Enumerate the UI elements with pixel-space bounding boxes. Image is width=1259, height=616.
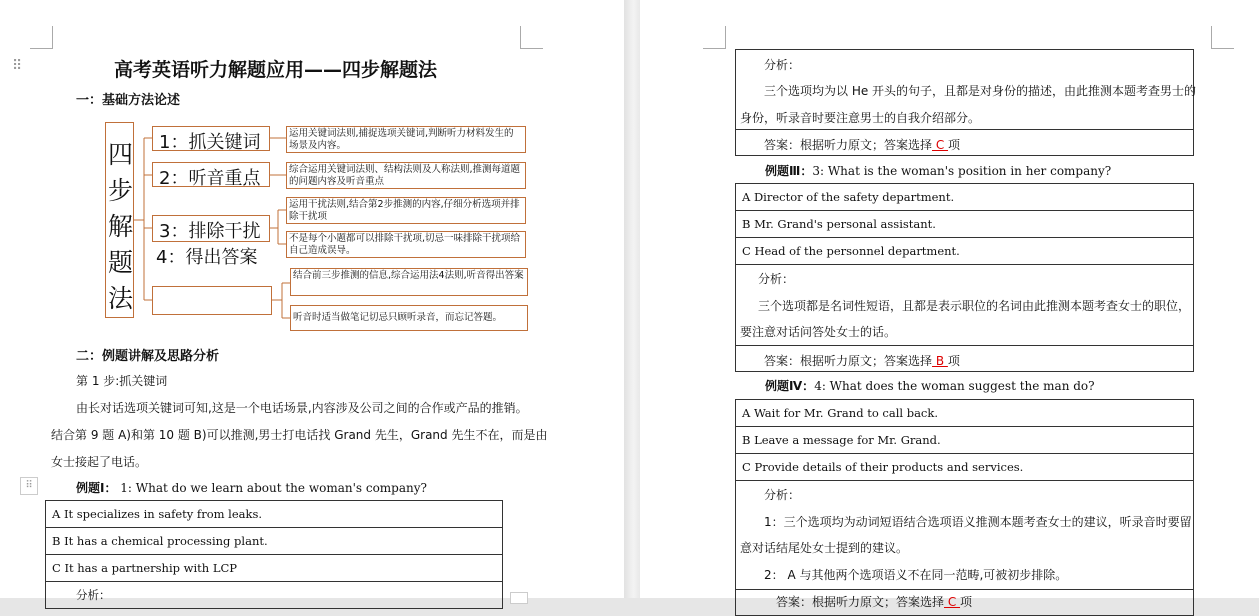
table-row [46,555,503,582]
option-cell: A Wait for Mr. Grand to call back. [736,400,1194,427]
mindmap-note-4: 不是每个小题都可以排除干扰项,切忌一味排除干扰项给自己造成误导。 [286,231,526,258]
mindmap-empty-box [152,286,272,315]
step-heading: 第 1 步:抓关键词 [76,374,168,388]
table-resize-handle[interactable] [510,592,528,604]
mindmap-note-5: 结合前三步推测的信息,综合运用法4法则,听音得出答案 [290,268,528,296]
mindmap-note-1: 运用关键词法则,捕捉选项关键词,判断听力材料发生的场景及内容。 [286,126,526,153]
analysis-4-box: 分析： 1：三个选项均为动词短语结合选项语义推测本题考查女士的建议，听录音时要留 意对话结尾处女士提到的建议。 2： A 与其他两个选项语义不在同一范畴,可被初步排除。 [735,480,1194,590]
example-3-options-table [735,183,1194,265]
table-row [736,211,1194,238]
section-heading-1: 一：基础方法论述 [76,93,181,108]
paragraph-line-3: 女士接起了电话。 [51,455,148,469]
mindmap-note-3: 运用干扰法则,结合第2步推测的内容,仔细分析选项并排除干扰项 [286,197,526,224]
mindmap-note-6: 听音时适当做笔记切忌只顾听录音，而忘记答题。 [290,305,528,331]
paragraph-line-1: 由长对话选项关键词可知,这是一个电话场景,内容涉及公司之间的合作或产品的推销。 [76,401,528,415]
mindmap-note-2: 综合运用关键词法则、结构法则及人称法则,推测每道题的问题内容及听音重点 [286,162,526,189]
table-row [736,184,1194,211]
document-page-left [0,0,624,602]
example-1-question: 例题Ⅰ： 1: What do we learn about the woman's company? [76,481,427,495]
margin-mark-top-left [703,26,726,49]
example-1-options-table [45,500,503,609]
table-row [736,427,1194,454]
document-title: 高考英语听力解题应用——四步解题法 [114,59,438,81]
section-heading-2: 二：例题讲解及思路分析 [76,349,220,364]
option-cell: A It specializes in safety from leaks. [46,501,503,528]
option-cell: B Mr. Grand's personal assistant. [736,211,1194,238]
option-cell: C Head of the personnel department. [736,238,1194,265]
option-cell: A Director of the safety department. [736,184,1194,211]
analysis-1-box: 分析： 三个选项均为以 He 开头的句子，且都是对身份的描述，由此推测本题考查男士的 身份，听录音时要注意男士的自我介绍部分。 [735,49,1194,155]
mindmap-step-4: 4：得出答案 [156,247,258,268]
example-3-question: 例题Ⅲ：3: What is the woman's position in her company? [765,164,1112,178]
paragraph-line-2: 结合第 9 题 A)和第 10 题 B)可以推测,男士打电话找 Grand 先生，Grand 先生不在，而是由 [51,428,548,442]
mindmap-step-1: 1：抓关键词 [152,126,270,151]
table-move-handle-icon[interactable]: ⠿ [20,477,38,495]
table-row [736,454,1194,481]
table-row [736,400,1194,427]
answer-4-row: 答案：根据听力原文；答案选择 C 项 [735,589,1194,616]
option-cell: C Provide details of their products and services. [736,454,1194,481]
mindmap-step-2: 2：听音重点 [152,162,270,187]
mindmap-step-3: 3：排除干扰 [152,215,270,242]
answer-3-row: 答案：根据听力原文；答案选择 B 项 [735,345,1194,372]
option-cell: B It has a chemical processing plant. [46,528,503,555]
table-row [46,501,503,528]
margin-mark-top-right [1211,26,1234,49]
option-cell: B Leave a message for Mr. Grand. [736,427,1194,454]
option-cell: C It has a partnership with LCP [46,555,503,582]
page-gutter [624,0,640,598]
table-row [736,238,1194,265]
table-row [46,582,503,609]
table-row [46,528,503,555]
example-4-question: 例题Ⅳ：4: What does the woman suggest the man do? [765,379,1095,393]
answer-1-row: 答案：根据听力原文；答案选择 C 项 [735,129,1194,156]
analysis-cell: 分析： [46,582,503,609]
mindmap-root-text: 四步解题法 [108,140,134,313]
example-4-options-table [735,399,1194,481]
analysis-3-box: 分析： 三个选项都是名词性短语，且都是表示职位的名词由此推测本题考查女士的职位， 要注意对话问答处女士的话。 [735,264,1194,346]
document-page-right [640,0,1259,609]
drag-handle-icon[interactable]: ⠿ [12,58,23,74]
